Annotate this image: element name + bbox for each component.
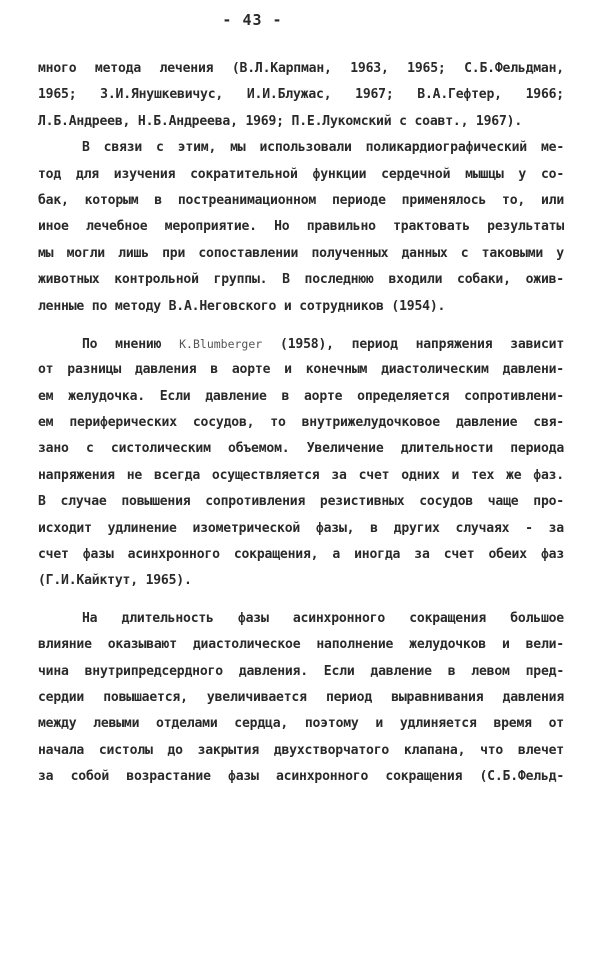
- paragraph-4: [38, 606, 564, 791]
- paragraph-1: [38, 56, 564, 135]
- page-number: - 43 -: [222, 11, 283, 29]
- text-line: ем периферических сосудов, то внутрижелудочковое давление свя-: [38, 415, 564, 431]
- text-line: В случае повышения сопротивления резистивных сосудов чаще про-: [38, 494, 564, 510]
- text-line: животных контрольной группы. В последнюю входили собаки, ожив-: [38, 272, 564, 288]
- line-suffix: (1958), период напряжения зависит: [280, 336, 564, 352]
- paragraph-3: [38, 331, 564, 595]
- text-line: зано с систолическим объемом. Увеличение длительности периода: [38, 441, 564, 457]
- text-line: тод для изучения сократительной функции сердечной мышцы у со-: [38, 166, 564, 182]
- author-name: K.Blumberger: [179, 336, 263, 351]
- text-line: На длительность фазы асинхронного сокращения большое: [82, 610, 564, 626]
- text-line: между левыми отделами сердца, поэтому и удлиняется время от: [38, 716, 564, 732]
- text-line: Л.Б.Андреев, Н.Б.Андреева, 1969; П.Е.Лукомский с соавт., 1967).: [38, 113, 523, 129]
- text-line: влияние оказывают диастолическое наполнение желудочков и вели-: [38, 637, 564, 653]
- text-line: иное лечебное мероприятие. Но правильно трактовать результаты: [38, 219, 564, 235]
- text-line: мы могли лишь при сопоставлении полученных данных с таковыми у: [38, 245, 564, 261]
- text-line: бак, которым в постреанимационном периоде применялось то, или: [38, 192, 564, 208]
- line-prefix: По мнению: [82, 336, 162, 352]
- text-line: за собой возрастание фазы асинхронного сокращения (С.Б.Фельд-: [38, 769, 564, 785]
- text-line: много метода лечения (В.Л.Карпман, 1963, 1965; С.Б.Фельдман,: [38, 61, 564, 76]
- text-line: сердии повышается, увеличивается период выравнивания давления: [38, 689, 564, 705]
- text-line: ем желудочка. Если давление в аорте определяется сопротивлени-: [38, 388, 564, 404]
- text-line: исходит удлинение изометрической фазы, в других случаях - за: [38, 520, 564, 536]
- paragraph-2: [38, 135, 564, 320]
- text-line: счет фазы асинхронного сокращения, а иногда за счет обеих фаз: [38, 547, 564, 563]
- text-line: начала систолы до закрытия двухстворчатого клапана, что влечет: [38, 742, 564, 758]
- text-line: ленные по методу В.А.Неговского и сотрудников (1954).: [38, 298, 446, 314]
- page-body: [38, 56, 564, 791]
- text-line-with-citation: [38, 331, 564, 357]
- text-line: В связи с этим, мы использовали поликардиографический ме-: [82, 140, 564, 156]
- text-line: 1965; З.И.Янушкевичус, И.И.Блужас, 1967; В.А.Гефтер, 1966;: [38, 87, 564, 103]
- text-line: от разницы давления в аорте и конечным диастолическим давлени-: [38, 362, 564, 378]
- text-line: чина внутрипредсердного давления. Если давление в левом пред-: [38, 663, 564, 679]
- text-line: напряжения не всегда осуществляется за счет одних и тех же фаз.: [38, 467, 564, 483]
- text-line: (Г.И.Кайктут, 1965).: [38, 573, 192, 589]
